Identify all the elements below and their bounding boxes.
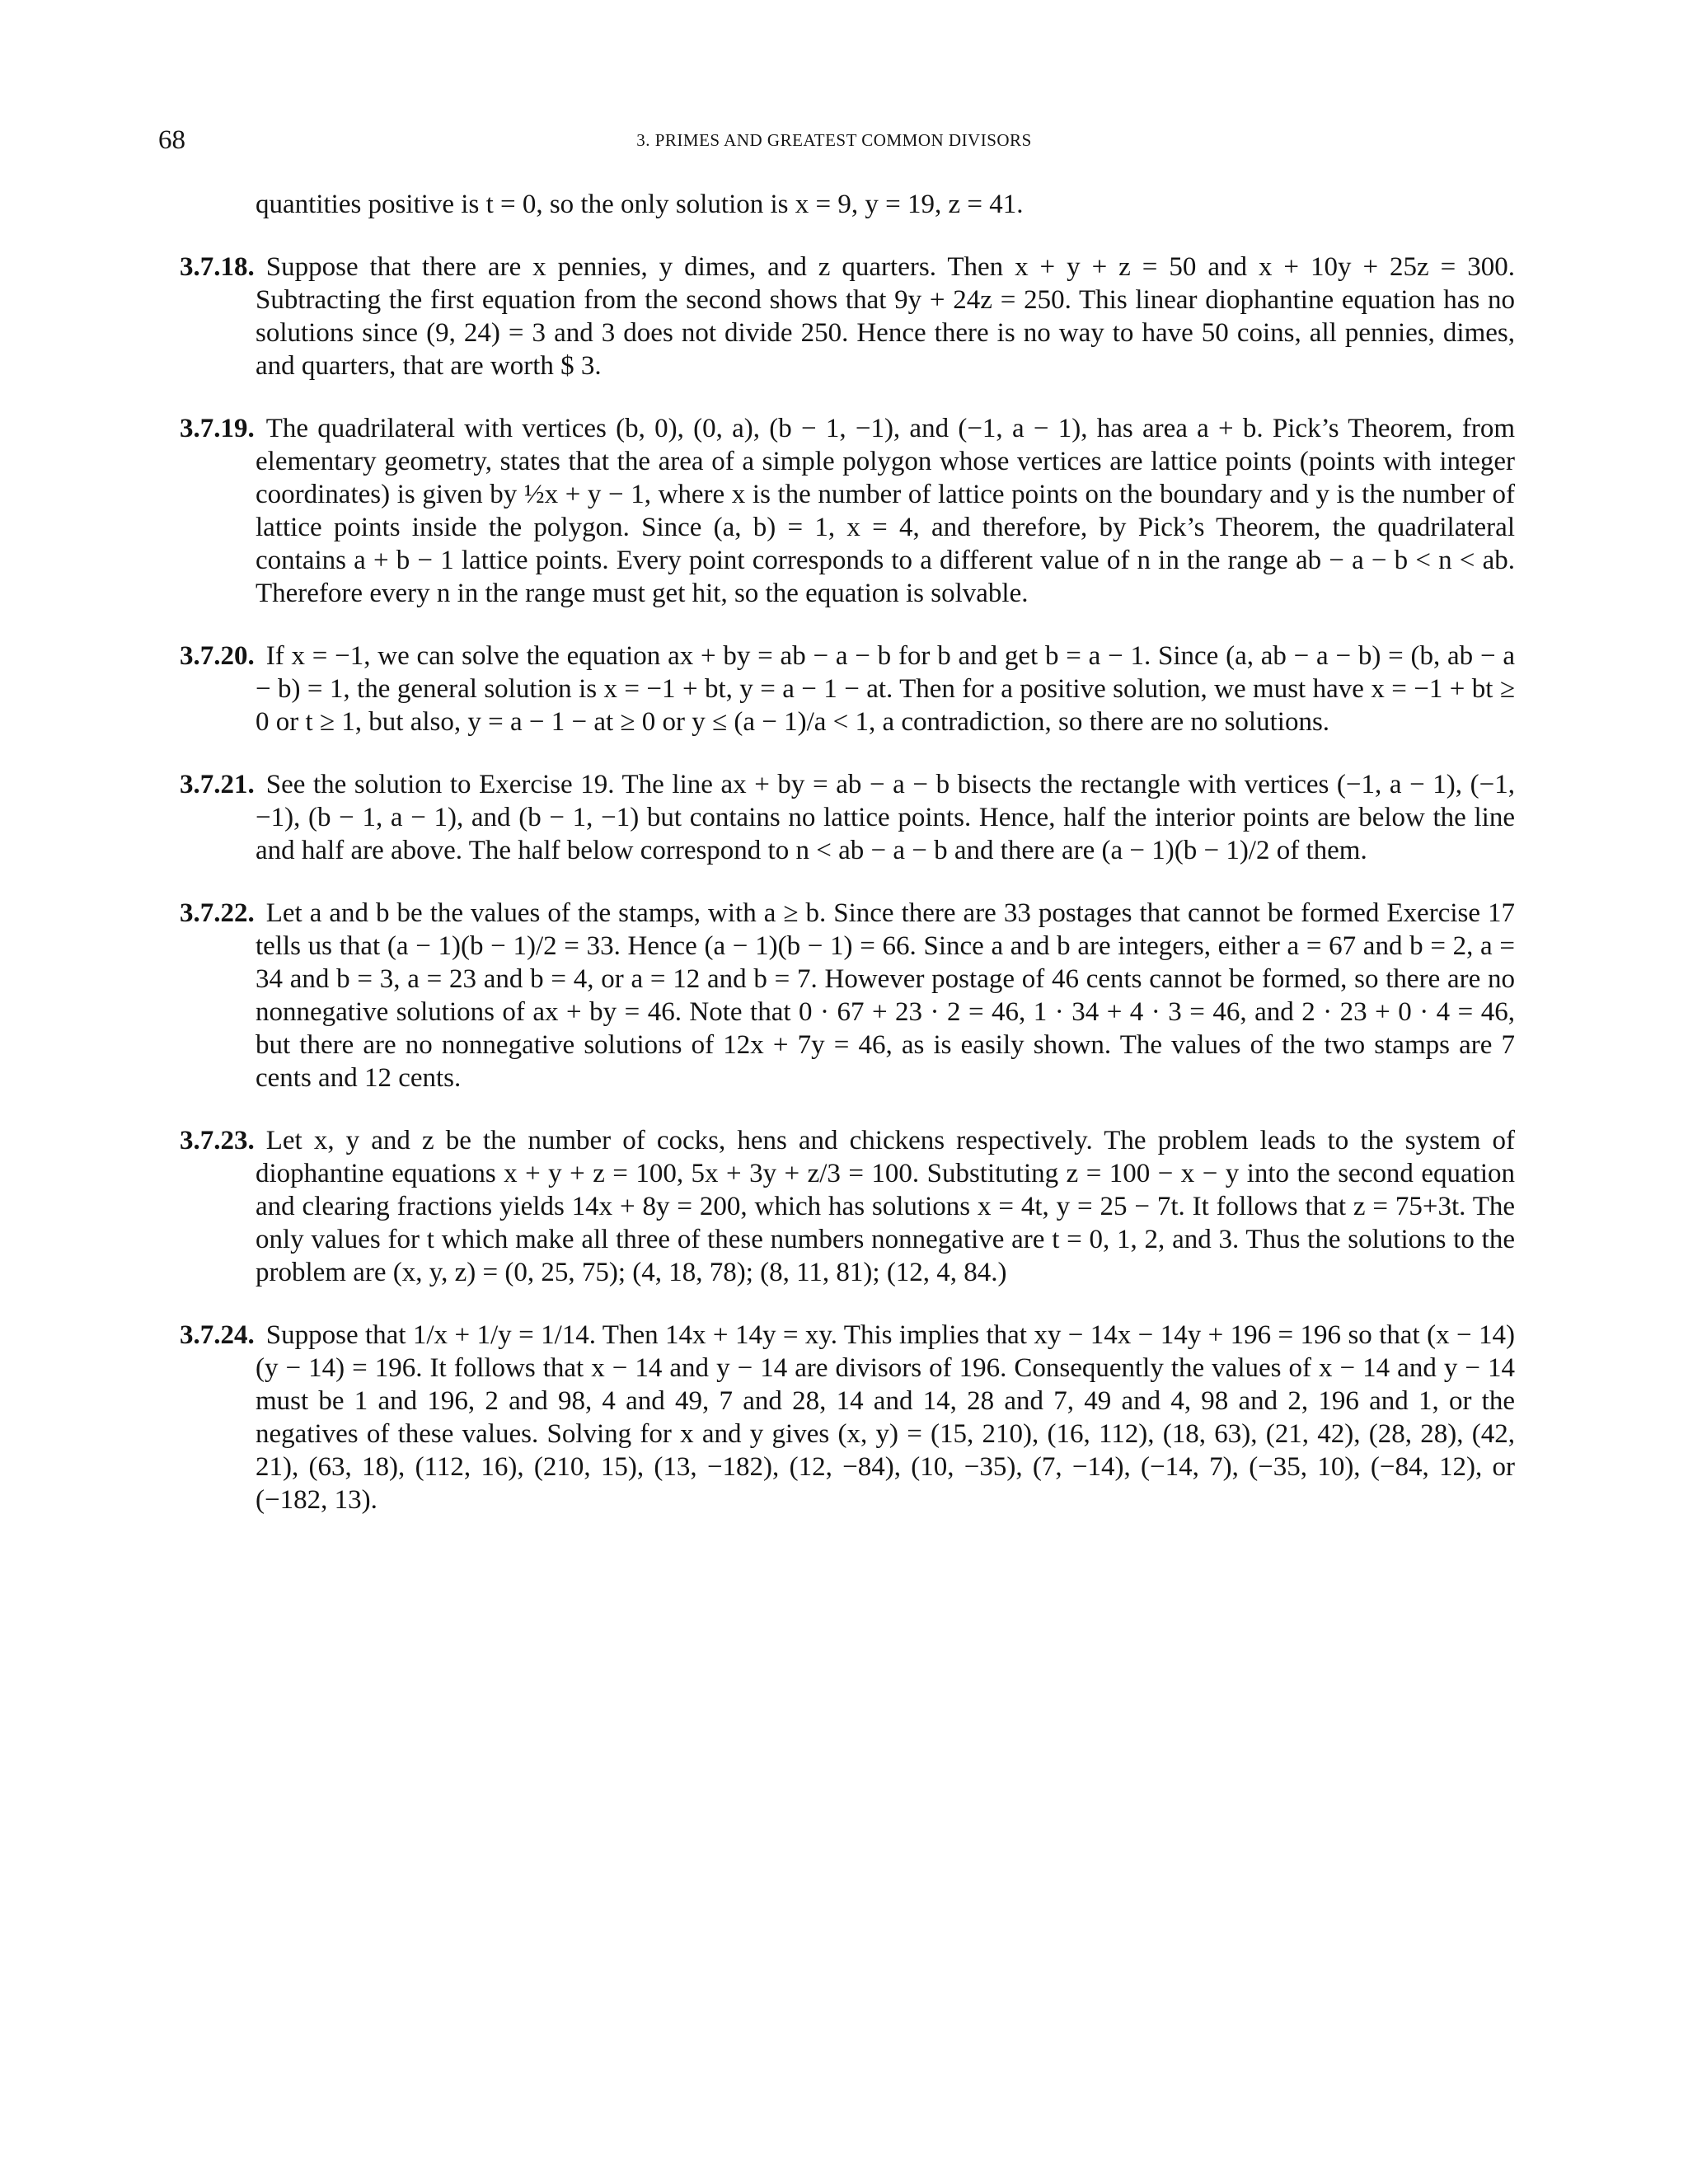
running-head: 3. PRIMES AND GREATEST COMMON DIVISORS (636, 130, 1032, 150)
exercise-label: 3.7.23. (180, 1126, 255, 1155)
page-number: 68 (158, 125, 185, 155)
exercise-3-7-21 (180, 768, 1515, 867)
continued-paragraph: quantities positive is t = 0, so the only solution is x = 9, y = 19, z = 41. (256, 190, 1024, 219)
exercise-3-7-24 (180, 1319, 1515, 1516)
exercise-text: Let x, y and z be the number of cocks, hens and chickens respectively. The problem leads to the system of diophantine equations x + y + z = 100, 5x + 3y + z/3 = 100. Substituting z = 100 − x − y into the second equation and clearing fractions yields 14x + 8y = 200, which has solutions x = 4t, y = 25 − 7t. It follows that z = 75+3t. The only values for t which make all three of these numbers nonnegative are t = 0, 1, 2, and 3. Thus the solutions to the problem are (x, y, z) = (0, 25, 75); (4, 18, 78); (8, 11, 81); (12, 4, 84.) (256, 1126, 1515, 1287)
page-header (158, 125, 1510, 158)
exercise-3-7-20 (180, 640, 1515, 738)
exercise-label: 3.7.18. (180, 252, 255, 282)
exercise-text: Let a and b be the values of the stamps, with a ≥ b. Since there are 33 postages that cannot be formed Exercise 17 tells us that (a − 1)(b − 1)/2 = 33. Hence (a − 1)(b − 1) = 66. Since a and b are integers, either a = 67 and b = 2, a = 34 and b = 3, a = 23 and b = 4, or a = 12 and b = 7. However postage of 46 cents cannot be formed, so there are no nonnegative solutions of ax + by = 46. Note that 0 · 67 + 23 · 2 = 46, 1 · 34 + 4 · 3 = 46, and 2 · 23 + 0 · 4 = 46, but there are no nonnegative solutions of 12x + 7y = 46, as is easily shown. The values of the two stamps are 7 cents and 12 cents. (256, 898, 1515, 1093)
exercise-label: 3.7.19. (180, 414, 255, 443)
exercise-text: The quadrilateral with vertices (b, 0), (0, a), (b − 1, −1), and (−1, a − 1), has area a + b. Pick’s Theorem, from elementary geometry, states that the area of a simple polygon whose vertices are lattice points (points with integer coordinates) is given by ½x + y − 1, where x is the number of lattice points on the boundary and y is the number of lattice points inside the polygon. Since (a, b) = 1, x = 4, and therefore, by Pick’s Theorem, the quadrilateral contains a + b − 1 lattice points. Every point corresponds to a different value of n in the range ab − a − b < n < ab. Therefore every n in the range must get hit, so the equation is solvable. (256, 414, 1515, 608)
page-body (180, 188, 1515, 1544)
exercise-3-7-18 (180, 251, 1515, 382)
exercise-3-7-23 (180, 1124, 1515, 1289)
exercise-text: See the solution to Exercise 19. The line ax + by = ab − a − b bisects the rectangle with vertices (−1, a − 1), (−1, −1), (b − 1, a − 1), and (b − 1, −1) but contains no lattice points. Hence, half the interior points are below the line and half are above. The half below correspond to n < ab − a − b and there are (a − 1)(b − 1)/2 of them. (256, 770, 1515, 865)
exercise-text: Suppose that 1/x + 1/y = 1/14. Then 14x + 14y = xy. This implies that xy − 14x − 14y + 196 = 196 so that (x − 14)(y − 14) = 196. It follows that x − 14 and y − 14 are divisors of 196. Consequently the values of x − 14 and y − 14 must be 1 and 196, 2 and 98, 4 and 49, 7 and 28, 14 and 14, 28 and 7, 49 and 4, 98 and 2, 196 and 1, or the negatives of these values. Solving for x and y gives (x, y) = (15, 210), (16, 112), (18, 63), (21, 42), (28, 28), (42, 21), (63, 18), (112, 16), (210, 15), (13, −182), (12, −84), (10, −35), (7, −14), (−14, 7), (−35, 10), (−84, 12), or (−182, 13). (256, 1320, 1515, 1515)
exercise-3-7-22 (180, 897, 1515, 1094)
exercise-3-7-19 (180, 412, 1515, 610)
exercise-label: 3.7.21. (180, 770, 255, 799)
exercise-label: 3.7.20. (180, 641, 255, 671)
exercise-text: Suppose that there are x pennies, y dimes, and z quarters. Then x + y + z = 50 and x + 10y + 25z = 300. Subtracting the first equation from the second shows that 9y + 24z = 250. This linear diophantine equation has no solutions since (9, 24) = 3 and 3 does not divide 250. Hence there is no way to have 50 coins, all pennies, dimes, and quarters, that are worth $ 3. (256, 252, 1515, 381)
exercise-label: 3.7.24. (180, 1320, 255, 1350)
exercise-label: 3.7.22. (180, 898, 255, 928)
exercise-text: If x = −1, we can solve the equation ax + by = ab − a − b for b and get b = a − 1. Since (a, ab − a − b) = (b, ab − a − b) = 1, the general solution is x = −1 + bt, y = a − 1 − at. Then for a positive solution, we must have x = −1 + bt ≥ 0 or t ≥ 1, but also, y = a − 1 − at ≥ 0 or y ≤ (a − 1)/a < 1, a contradiction, so there are no solutions. (256, 641, 1515, 737)
